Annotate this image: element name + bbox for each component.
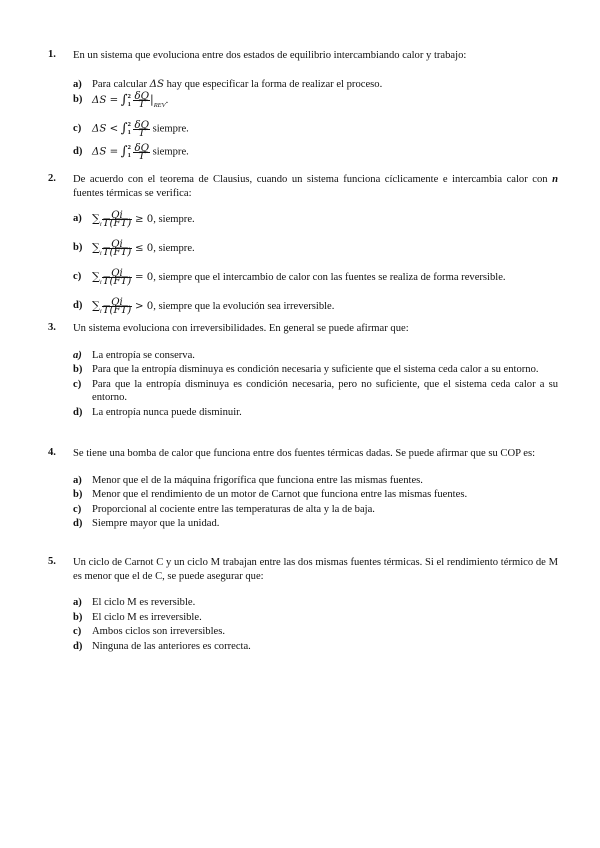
question-number: 4. [48, 447, 56, 458]
option-b: b) El ciclo M es irreversible. [73, 611, 202, 623]
option-d: d) La entropía nunca puede disminuir. [73, 406, 242, 418]
integral-icon: ∫ [120, 144, 128, 160]
question-text: Un ciclo de Carnot C y un ciclo M trabajan entre las dos mismas fuentes térmicas. Si el rendimiento térmico de M es menor que el de C, se puede asegurar que: [73, 557, 558, 582]
option-a: a) $\sum_i$ $\frac{Qi}{T(FT)}$ ≥ 0, siempre. [73, 210, 195, 230]
option-label: d) [73, 300, 83, 311]
question-text: En un sistema que evoluciona entre dos estados de equilibrio intercambiando calor y trabajo: [73, 50, 467, 61]
reversible-subscript: REV [153, 102, 166, 109]
math-delta-s: ΔS [149, 78, 164, 90]
question-text: Se tiene una bomba de calor que funciona entre dos fuentes térmicas dadas. Se puede afirmar que su COP es: [73, 448, 536, 459]
option-label: c) [73, 626, 82, 637]
option-c: c) Proporcional al cociente entre las temperaturas de alta y la de baja. [73, 503, 375, 515]
option-b: b) $\sum_i$ $\frac{Qi}{T(FT)}$ ≤ 0, siempre. [73, 239, 195, 259]
question-text: Un sistema evoluciona con irreversibilidades. En general se puede afirmar que: [73, 323, 409, 334]
option-label: d) [73, 406, 83, 418]
question-number: 2. [48, 173, 56, 184]
option-b: b) Menor que el rendimiento de un motor de Carnot que funciona entre las mismas fuentes. [73, 489, 468, 500]
question-number: 5. [48, 556, 56, 567]
question-number: 3. [48, 322, 56, 333]
option-a: a) La entropía se conserva. [73, 349, 195, 361]
question-number: 1. [48, 49, 56, 60]
option-label: a) [73, 349, 82, 361]
question-2 [48, 173, 558, 327]
option-c: c) ΔS < ∫ 2 1 $\frac{\delta Q}{T}$ siempre. [73, 119, 189, 139]
option-label: c) [73, 503, 82, 515]
option-label: d) [73, 518, 83, 529]
formula-lhs: ΔS = [92, 95, 119, 106]
option-label: b) [73, 94, 83, 105]
option-label: b) [73, 489, 83, 500]
option-d: d) Siempre mayor que la unidad. [73, 518, 220, 529]
question-text: De acuerdo con el teorema de Clausius, cuando un sistema funciona cíclicamente e intercambia calor con n fuentes térmicas se verifica: [73, 174, 558, 199]
option-d: d) $\sum_i$ $\frac{Qi}{T(FT)}$ > 0, siempre que la evolución sea irreversible. [73, 297, 335, 317]
option-d: d) ΔS = ∫ 2 1 $\frac{\delta Q}{T}$ siempre. [73, 142, 189, 162]
option-label: b) [73, 364, 83, 375]
option-label: d) [73, 146, 83, 158]
question-5 [48, 556, 558, 654]
sum-icon: ∑ [92, 241, 100, 254]
option-label: d) [73, 640, 83, 652]
option-label: c) [73, 271, 82, 282]
question-3 [48, 322, 558, 420]
option-label: a) [73, 213, 82, 224]
option-label: b) [73, 242, 83, 253]
option-c: c) Ambos ciclos son irreversibles. [73, 626, 225, 637]
option-label: c) [73, 378, 82, 390]
integral-icon: ∫ [120, 92, 128, 108]
sum-icon: ∑ [92, 212, 100, 225]
integral-icon: ∫ [120, 121, 128, 136]
formula-lhs: ΔS < [92, 123, 119, 135]
option-a: a) El ciclo M es reversible. [73, 597, 196, 608]
option-a: a) Menor que el de la máquina frigorífica que funciona entre las mismas fuentes. [73, 474, 423, 486]
option-label: a) [73, 78, 82, 90]
option-c: c) Para que la entropía disminuya es condición necesaria, pero no suficiente, que el sistema ceda calor a su entorno. [73, 378, 558, 403]
question-4 [48, 447, 558, 532]
formula-lhs: ΔS = [92, 146, 119, 158]
question-1 [48, 49, 558, 168]
option-b: b) Para que la entropía disminuya es condición necesaria y suficiente que el sistema ceda calor a su entorno. [73, 364, 539, 375]
option-c: c) $\sum_i$ $\frac{Qi}{T(FT)}$ = 0, siempre que el intercambio de calor con las fuentes se realiza de forma reversible. [73, 268, 506, 288]
sum-icon: ∑ [92, 270, 100, 283]
option-label: a) [73, 474, 82, 486]
option-b: b) ΔS = ∫ 2 1 $\frac{\delta Q}{T}$ $|_{REV}$. [73, 91, 169, 111]
sum-icon: ∑ [92, 299, 100, 312]
option-label: c) [73, 123, 82, 134]
option-label: b) [73, 611, 83, 623]
option-label: a) [73, 597, 82, 608]
option-a: a) Para calcular ΔS hay que especificar la forma de realizar el proceso. [73, 78, 383, 90]
option-d: d) Ninguna de las anteriores es correcta. [73, 640, 251, 652]
